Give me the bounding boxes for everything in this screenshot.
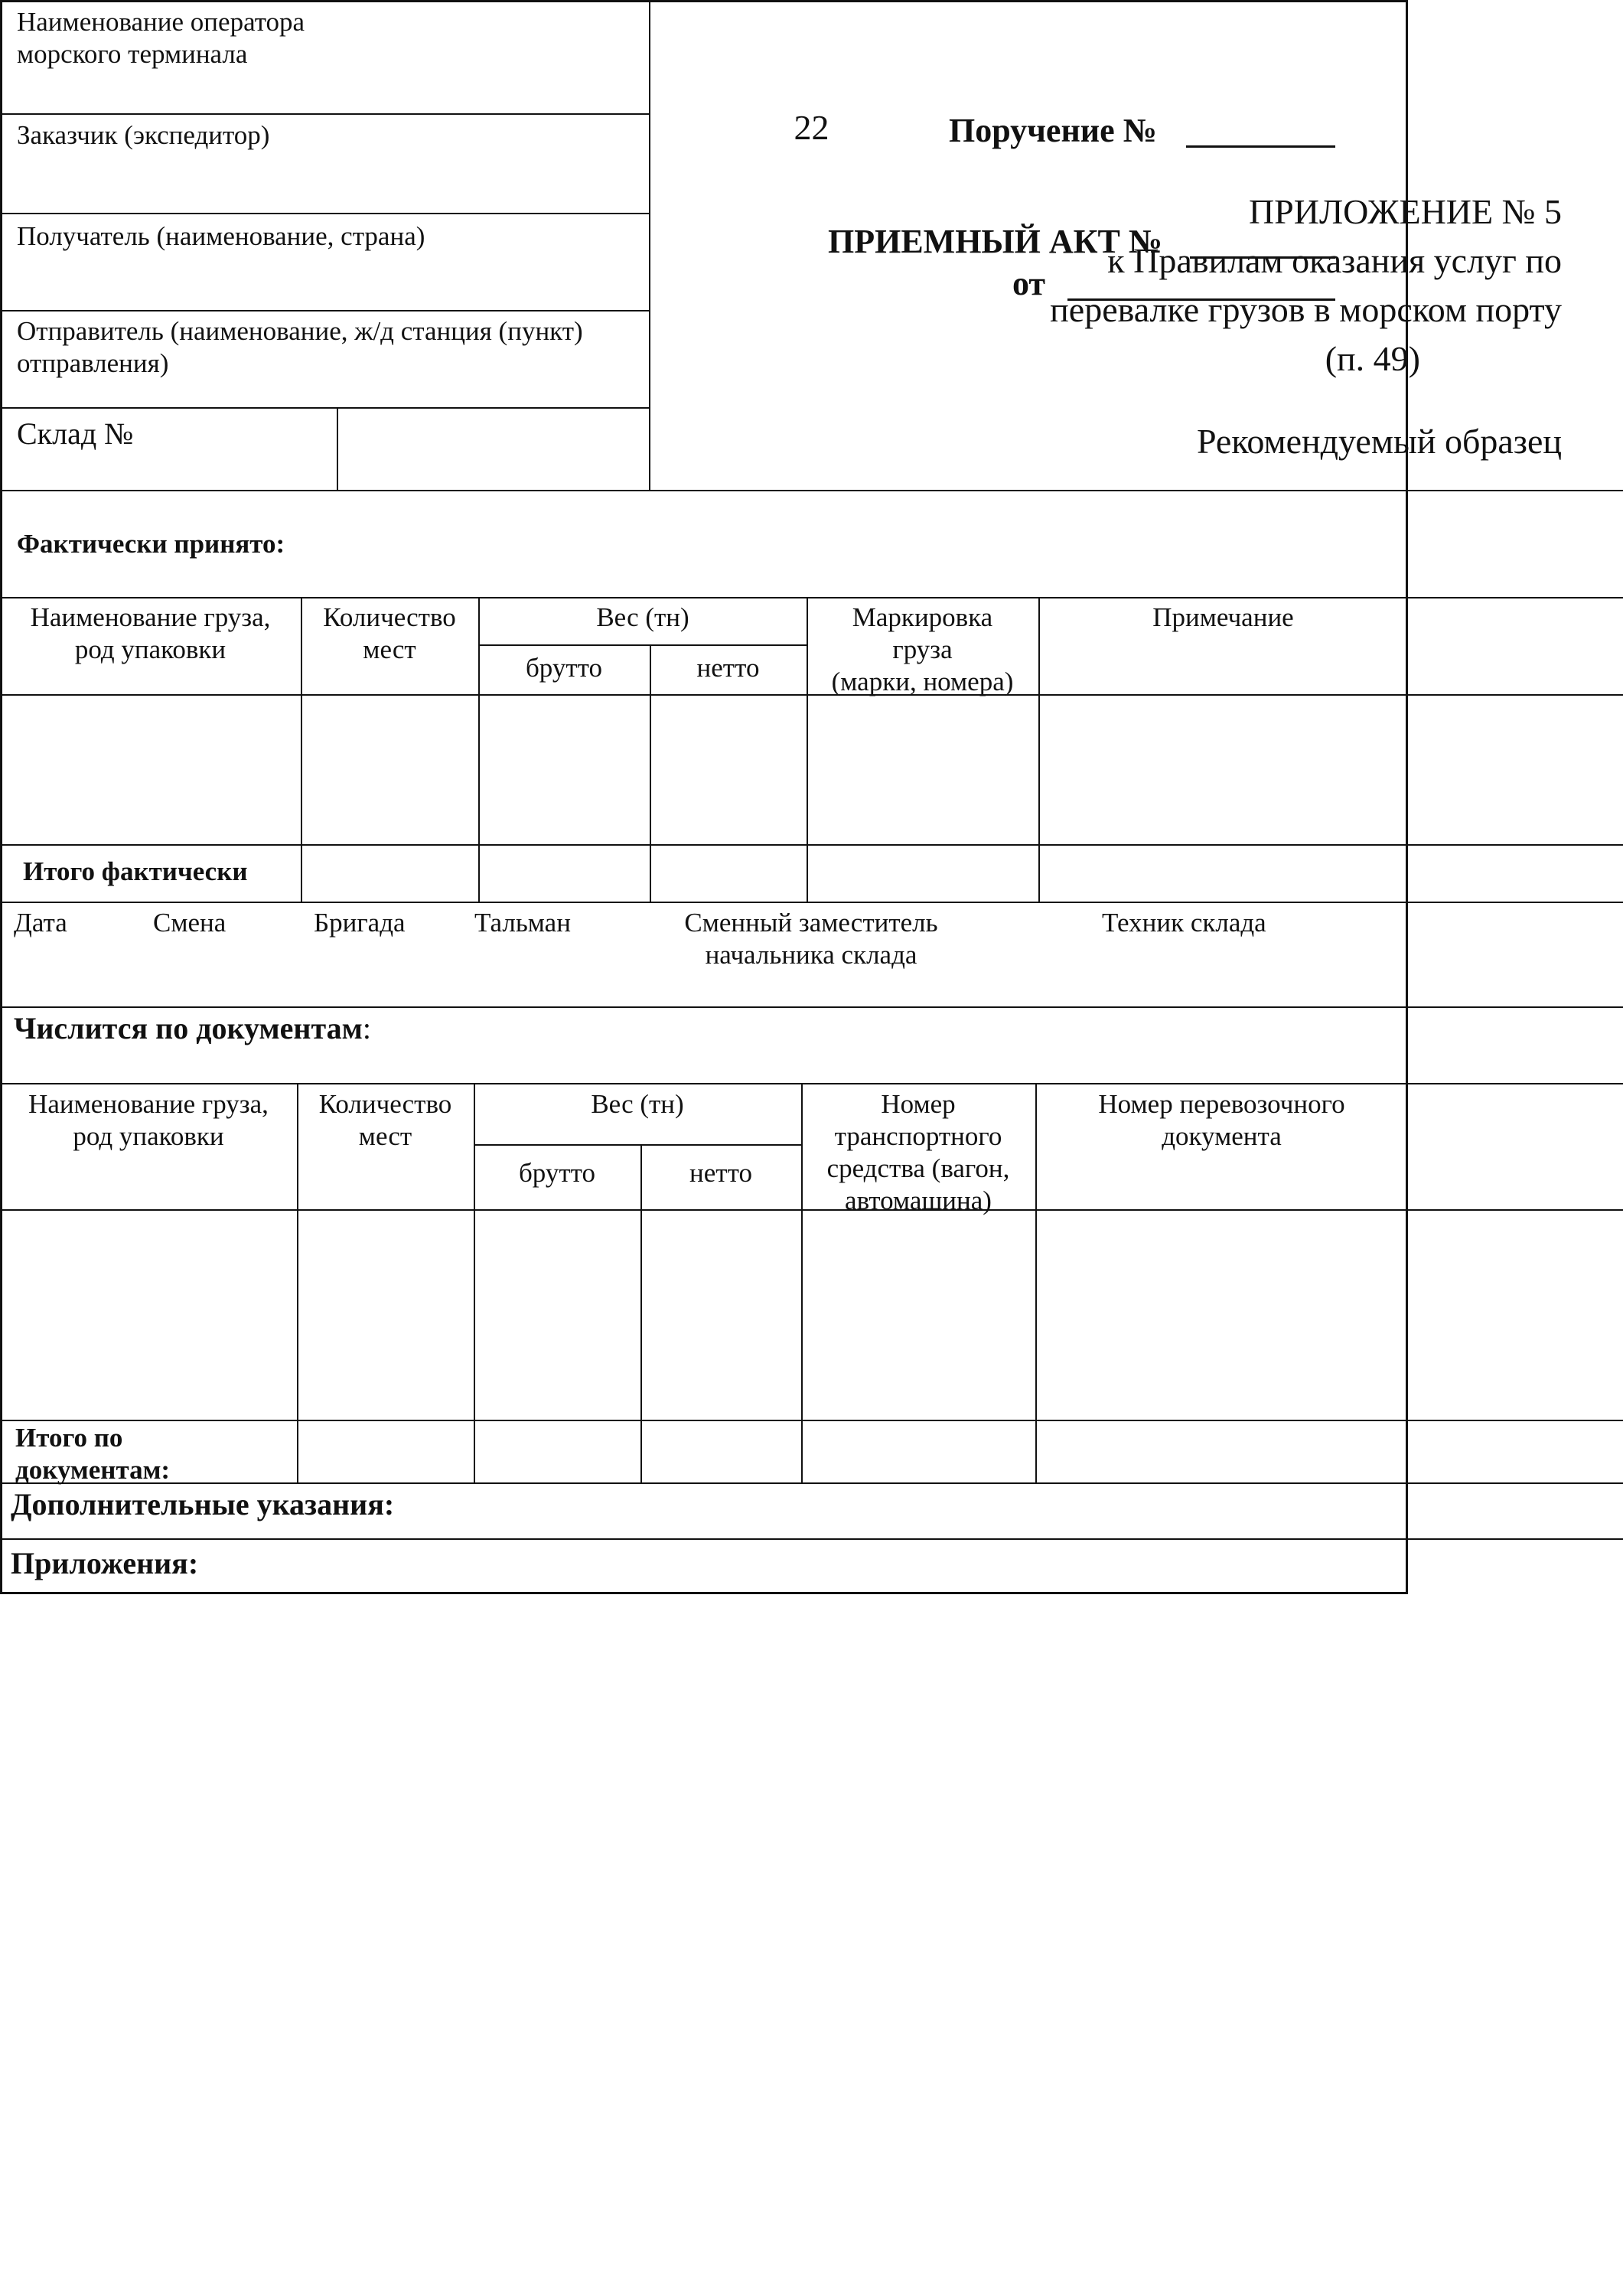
actual-col-gross: брутто xyxy=(526,653,602,683)
appendix-rules-line1: к Правилам оказания услуг по xyxy=(1107,241,1562,280)
docs-col-quantity: Количество мест xyxy=(318,1089,452,1151)
act-date-label: от xyxy=(1012,265,1046,302)
sign-technician: Техник склада xyxy=(1102,908,1266,938)
actual-col-net: нетто xyxy=(696,653,760,683)
docs-col-cargo: Наименование груза, род упаковки xyxy=(28,1089,269,1151)
actual-col-cargo: Наименование груза, род упаковки xyxy=(30,602,271,664)
sender-label: Отправитель (наименование, ж/д станция (пункт) отправления) xyxy=(17,316,583,378)
page-number: 22 xyxy=(794,108,829,147)
docs-col-vehicle: Номер транспортного средства (вагон, автомашина) xyxy=(826,1089,1010,1215)
appendix-rules-line2: перевалке грузов в морском порту xyxy=(1050,290,1562,329)
customer-label: Заказчик (экспедитор) xyxy=(17,120,270,150)
actual-col-marking: Маркировка груза (марки, номера) xyxy=(831,602,1014,696)
sign-date: Дата xyxy=(14,908,67,938)
actual-col-note: Примечание xyxy=(1152,602,1294,632)
sign-deputy: Сменный заместитель начальника склада xyxy=(684,908,938,970)
actual-heading: Фактически принято: xyxy=(17,529,285,559)
docs-heading: Числится по документам: xyxy=(14,1011,371,1045)
warehouse-label: Склад № xyxy=(17,416,134,451)
sign-shift: Смена xyxy=(153,908,227,938)
appendix-title: ПРИЛОЖЕНИЕ № 5 xyxy=(1248,192,1562,231)
act-date-blank xyxy=(1067,298,1335,301)
attachments-label: Приложения: xyxy=(11,1546,199,1580)
actual-col-weight: Вес (тн) xyxy=(596,602,689,632)
actual-total-label: Итого фактически xyxy=(23,856,248,886)
order-number-blank xyxy=(1186,145,1335,148)
recipient-label: Получатель (наименование, страна) xyxy=(17,221,425,251)
act-number-blank xyxy=(1190,256,1335,259)
docs-col-gross: брутто xyxy=(519,1158,595,1188)
sample-label: Рекомендуемый образец xyxy=(1196,422,1562,461)
sign-brigade: Бригада xyxy=(314,908,406,938)
operator-label: Наименование оператора морского терминала xyxy=(17,7,305,69)
sign-tallyman: Тальман xyxy=(474,908,571,938)
order-label: Поручение № xyxy=(949,112,1157,149)
docs-total-label: Итого по документам: xyxy=(15,1423,171,1485)
docs-col-net: нетто xyxy=(689,1158,752,1188)
actual-col-quantity: Количество мест xyxy=(323,602,456,664)
docs-col-transport-doc: Номер перевозочного документа xyxy=(1098,1089,1345,1151)
acceptance-act-title: ПРИЕМНЫЙ АКТ № xyxy=(828,223,1163,260)
docs-col-weight: Вес (тн) xyxy=(591,1089,684,1119)
appendix-paragraph: (п. 49) xyxy=(1325,339,1420,378)
additional-instructions: Дополнительные указания: xyxy=(11,1487,395,1521)
